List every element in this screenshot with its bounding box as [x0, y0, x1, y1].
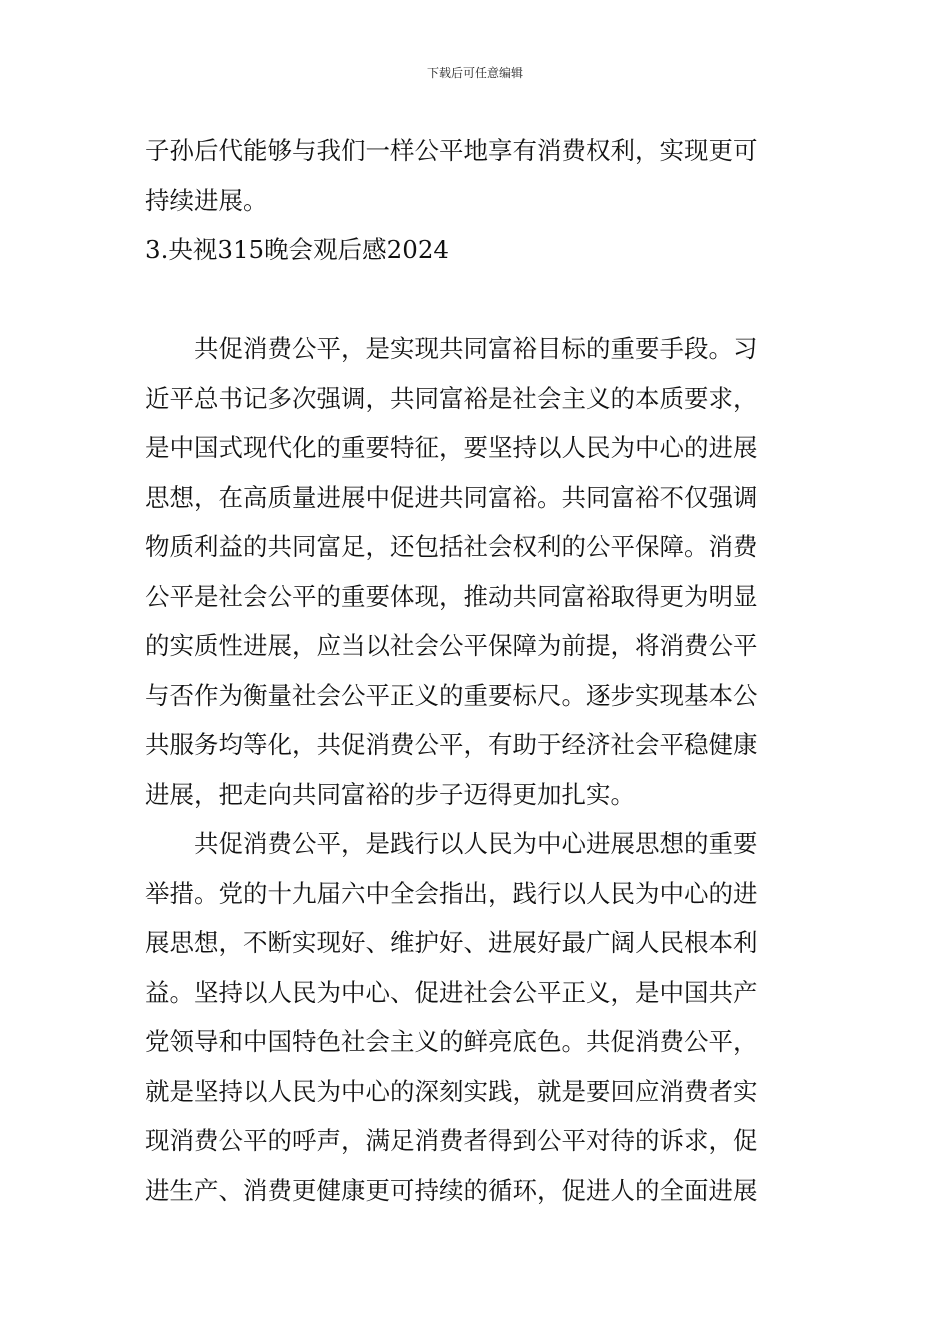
text-line: 公平是社会公平的重要体现，推动共同富裕取得更为明显	[145, 581, 758, 611]
paragraph-2	[145, 819, 805, 1215]
section-heading: 3.央视315晚会观后感2024	[145, 235, 449, 264]
text-line: 益。坚持以人民为中心、促进社会公平正义，是中国共产	[145, 977, 758, 1007]
text-line: 思想，在高质量进展中促进共同富裕。共同富裕不仅强调	[145, 482, 758, 512]
text-line: 的实质性进展，应当以社会公平保障为前提，将消费公平	[145, 631, 758, 660]
blank-line	[145, 275, 805, 325]
page-header: 下载后可任意编辑	[426, 66, 523, 80]
text-line: 持续进展。	[145, 185, 268, 215]
text-line: 子孙后代能够与我们一样公平地享有消费权利，实现更可	[145, 136, 758, 165]
text-line: 物质利益的共同富足，还包括社会权利的公平保障。消费	[145, 532, 758, 561]
text-line: 进展，把走向共同富裕的步子迈得更加扎实。	[145, 779, 635, 809]
text-line: 近平总书记多次强调，共同富裕是社会主义的本质要求，	[145, 383, 758, 413]
text-line: 共促消费公平，是践行以人民为中心进展思想的重要	[194, 829, 758, 858]
text-line: 进生产、消费更健康更可持续的循环，促进人的全面进展	[145, 1175, 758, 1205]
text-line: 现消费公平的呼声，满足消费者得到公平对待的诉求，促	[145, 1126, 758, 1155]
text-line: 与否作为衡量社会公平正义的重要标尺。逐步实现基本公	[145, 680, 758, 710]
text-line: 举措。党的十九届六中全会指出，践行以人民为中心的进	[145, 878, 758, 908]
text-line: 是中国式现代化的重要特征，要坚持以人民为中心的进展	[145, 433, 758, 462]
text-line: 党领导和中国特色社会主义的鲜亮底色。共促消费公平，	[145, 1027, 758, 1056]
text-line: 共服务均等化，共促消费公平，有助于经济社会平稳健康	[145, 730, 758, 759]
text-line: 共促消费公平，是实现共同富裕目标的重要手段。习	[194, 334, 758, 363]
document-body	[145, 126, 805, 1215]
text-line: 就是坚持以人民为中心的深刻实践，就是要回应消费者实	[145, 1076, 758, 1106]
text-line: 展思想，不断实现好、维护好、进展好最广阔人民根本利	[145, 928, 758, 957]
paragraph-1	[145, 324, 805, 819]
